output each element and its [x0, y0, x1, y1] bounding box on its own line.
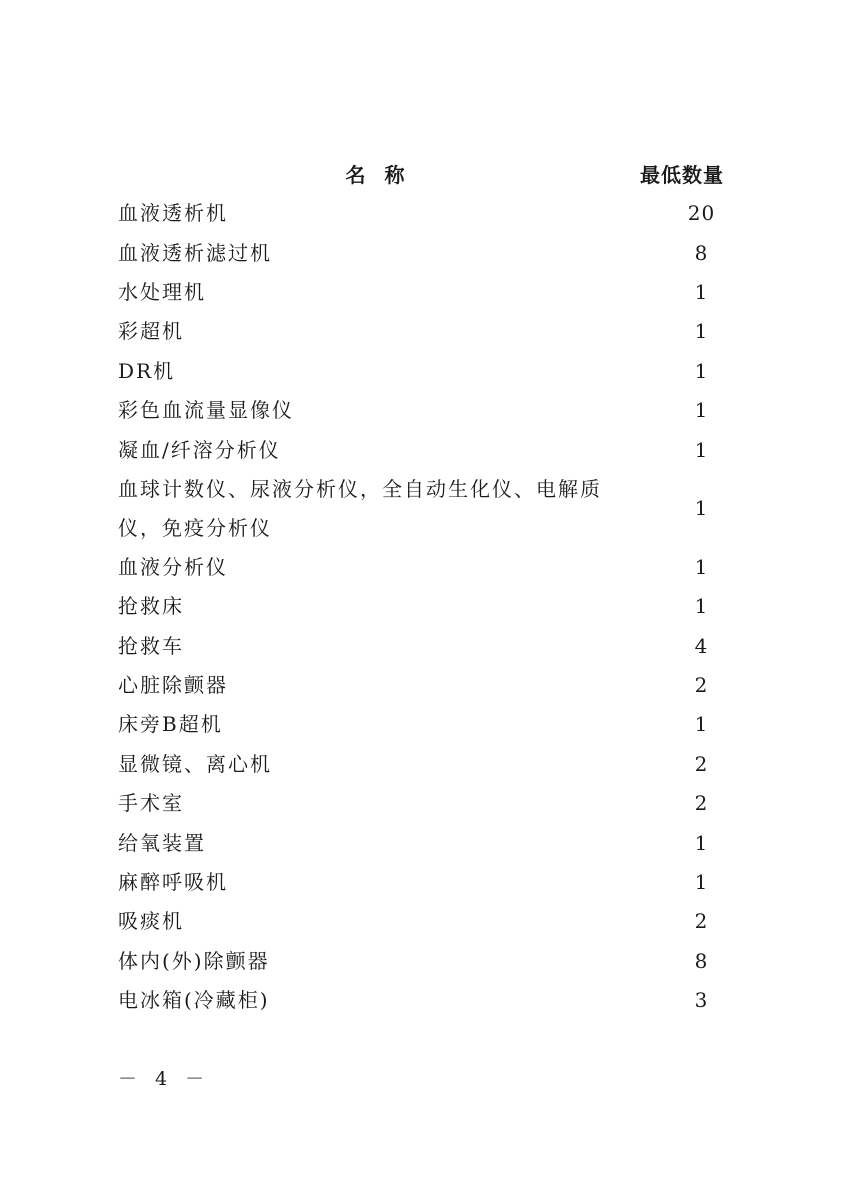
table-row	[118, 312, 758, 351]
equipment-name: 麻醉呼吸机	[118, 870, 228, 895]
table-row	[118, 548, 758, 587]
equipment-quantity: 20	[687, 201, 716, 226]
table-row	[118, 784, 758, 823]
equipment-name: 抢救床	[118, 594, 184, 619]
table-row	[118, 194, 758, 233]
table-row	[118, 430, 758, 469]
equipment-name: 凝血/纤溶分析仪	[118, 437, 281, 462]
table-row	[118, 352, 758, 391]
table-row	[118, 666, 758, 705]
equipment-name: DR机	[118, 358, 176, 383]
table-header-row	[118, 152, 758, 194]
table-body	[118, 194, 758, 1020]
table-row	[118, 863, 758, 902]
equipment-quantity: 1	[694, 437, 709, 462]
equipment-name: 血液透析滤过机	[118, 240, 272, 265]
equipment-quantity: 1	[694, 830, 709, 855]
table-row	[118, 627, 758, 666]
equipment-name: 心脏除颤器	[118, 673, 228, 698]
equipment-quantity: 2	[694, 909, 709, 934]
equipment-table	[118, 152, 758, 1020]
equipment-quantity: 2	[694, 751, 709, 776]
table-row	[118, 233, 758, 272]
table-row	[118, 273, 758, 312]
equipment-quantity: 2	[694, 673, 709, 698]
table-row	[118, 470, 758, 548]
equipment-quantity: 1	[694, 319, 709, 344]
equipment-name: 吸痰机	[118, 909, 184, 934]
equipment-name: 血液透析机	[118, 201, 228, 226]
table-row	[118, 391, 758, 430]
equipment-quantity: 1	[694, 496, 709, 521]
equipment-name: 彩色血流量显像仪	[118, 398, 294, 423]
equipment-quantity: 1	[694, 398, 709, 423]
equipment-quantity: 1	[694, 594, 709, 619]
quantity-column-header: 最低数量	[640, 162, 724, 187]
equipment-name: 血球计数仪、尿液分析仪，全自动生化仪、电解质仪，免疫分析仪	[118, 476, 602, 540]
table-row	[118, 705, 758, 744]
equipment-name: 显微镜、离心机	[118, 751, 272, 776]
table-row	[118, 587, 758, 626]
equipment-name: 电冰箱(冷藏柜)	[118, 988, 270, 1013]
equipment-quantity: 8	[694, 948, 709, 973]
name-column-header: 名 称	[345, 162, 411, 187]
table-row	[118, 745, 758, 784]
table-row	[118, 823, 758, 862]
equipment-name: 床旁B超机	[118, 712, 223, 737]
equipment-name: 彩超机	[118, 319, 184, 344]
equipment-quantity: 8	[694, 240, 709, 265]
table-row	[118, 942, 758, 981]
equipment-quantity: 4	[694, 633, 709, 658]
equipment-quantity: 1	[694, 358, 709, 383]
equipment-name: 手术室	[118, 791, 184, 816]
equipment-quantity: 3	[694, 988, 709, 1013]
equipment-quantity: 2	[694, 791, 709, 816]
equipment-name: 给氧装置	[118, 830, 206, 855]
equipment-name: 血液分析仪	[118, 554, 228, 579]
equipment-quantity: 1	[694, 712, 709, 737]
equipment-name: 抢救车	[118, 633, 184, 658]
equipment-name: 体内(外)除颤器	[118, 948, 270, 973]
equipment-quantity: 1	[694, 554, 709, 579]
equipment-quantity: 1	[694, 870, 709, 895]
equipment-name: 水处理机	[118, 279, 206, 304]
equipment-quantity: 1	[694, 279, 709, 304]
page-number: － 4 －	[118, 1068, 211, 1090]
table-row	[118, 981, 758, 1020]
table-row	[118, 902, 758, 941]
